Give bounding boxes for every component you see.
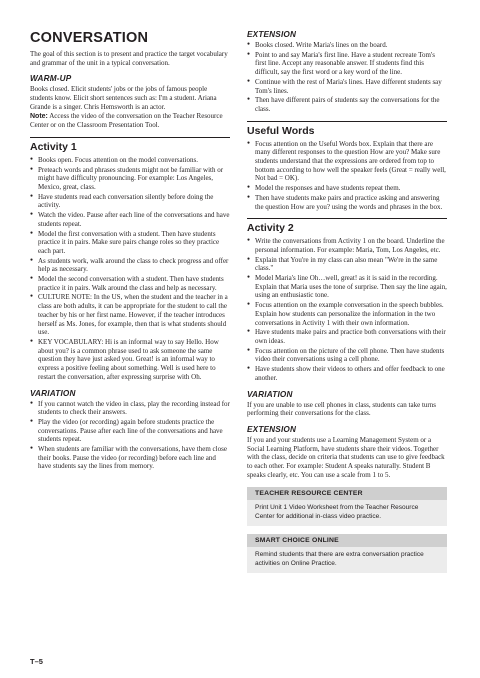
useful-words-heading: Useful Words [247,121,447,137]
list-item: ● Play the video (or recording) again before students practice the conversations. Pause after each line of the conversations and have students repeat. [30,418,230,444]
list-item: ● Have students make pairs and practice both conversations with their own ideas. [247,328,447,345]
list-item: ● Books closed. Write Maria's lines on the board. [247,41,447,50]
activity1-list [30,156,230,382]
useful-words-list [247,140,447,212]
smart-choice-text: Remind students that there are extra conversation practice activities on Online Practice. [255,551,424,567]
list-item: ● Model the first conversation with a student. Then have students practice it in pairs. Make sure pairs change roles so they practice each part. [30,230,230,256]
extension1-list [247,41,447,114]
list-item: ● Preteach words and phrases students might not be familiar with or might have difficulty pronouncing. For example: Los Angeles, Mexico, great, class. [30,166,230,192]
right-column [247,30,447,573]
list-item: ● Point to and say Maria's first line. Have a student recreate Tom's first line. Accept any reasonable answer. If students find this difficult, say the first word or a key word of the line. [247,51,447,77]
list-item: ● CULTURE NOTE: In the US, when the student and the teacher in a class are both adults, it can be appropriate for the student to call the teacher by his or her first name. However, if the teacher introduces herself as Ms. Jones, for example, then that is what students should use. [30,293,230,337]
extension1-heading: EXTENSION [247,30,297,39]
warmup-heading: WARM-UP [30,74,72,84]
warmup-note [30,112,230,130]
list-item: ● Focus attention on the Useful Words box. Explain that there are many different responses to the question How are you? Make sure students understand that the expressions are ordered from top to bottom according to how well the speaker feels (Great = really well, Not bad = OK). [247,140,447,184]
list-item: ● As students work, walk around the class to check progress and offer help as necessary. [30,257,230,274]
variation1-list [30,400,230,472]
variation2-heading: VARIATION [247,389,293,399]
list-item: ● KEY VOCABULARY: Hi is an informal way to say Hello. How about you? is a common phrase used to ask someone the same question they have just asked you. Great! is an informal way to express a positive feeling about something. Well is used here to restart the conversation, after expressing surprise with Oh. [30,338,230,382]
list-item: ● Then have different pairs of students say the conversations for the class. [247,96,447,113]
variation1-heading: VARIATION [30,388,76,398]
note-label: Note: [30,112,48,120]
list-item: ● Model the second conversation with a student. Then have students practice it in pairs. Walk around the class and help as necessary. [30,275,230,292]
list-item: ● Books open. Focus attention on the model conversations. [30,156,230,165]
teacher-resource-heading: TEACHER RESOURCE CENTER [247,487,447,500]
warmup-text: Books closed. Elicit students' jobs or the jobs of famous people students know. Elicit short sentences such as: I'm a student. Ariana Grande is a singer. Chris Hemsworth is an actor. [30,85,217,111]
extension2-heading: EXTENSION [247,424,297,434]
list-item: ● Have students show their videos to others and offer feedback to one another. [247,365,447,382]
left-column [30,30,230,472]
list-item: ● Watch the video. Pause after each line of the conversations and have students repeat. [30,211,230,228]
list-item: ● Write the conversations from Activity 1 on the board. Underline the personal information. For example: Maria, Tom, Los Angeles, etc. [247,237,447,254]
list-item: ● Focus attention on the example conversation in the speech bubbles. Explain how students can personalize the information in the two conversations in Activity 1 with their own information. [247,301,447,327]
teacher-resource-box [247,487,447,526]
list-item: ● Have students read each conversation silently before doing the activity. [30,193,230,210]
teacher-resource-text: Print Unit 1 Video Worksheet from the Teacher Resource Center for additional in-class video practice. [255,504,419,520]
variation2-text: If you are unable to use cell phones in class, students can take turns performing their conversations for the class. [247,400,436,418]
activity1-heading: Activity 1 [30,137,230,153]
note-text: Access the video of the conversation on the Teacher Resource Center or on the Classroom Presentation Tool. [30,111,223,130]
extension2-text: If you and your students use a Learning Management System or a Social Learning Platform, have students share their videos. Together with the class, decide on criteria that students can use to give feedback to each other. For example: Student A speaks naturally. Student B speaks clearly, etc. You can use a scale from 1 to 5. [247,435,445,479]
list-item: ● If you cannot watch the video in class, play the recording instead for students to check their answers. [30,400,230,417]
list-item: ● Explain that You're in my class can also mean "We're in the same class." [247,256,447,273]
activity2-list [247,237,447,382]
list-item: ● Then have students make pairs and practice asking and answering the question How are you? using the words and phrases in the box. [247,194,447,211]
page-number: T–5 [30,657,43,666]
smart-choice-heading: SMART CHOICE ONLINE [247,534,447,547]
list-item: ● Focus attention on the picture of the cell phone. Then have students video their conversations using a cell phone. [247,347,447,364]
page-title: CONVERSATION [30,30,149,46]
intro-paragraph: The goal of this section is to present and practice the target vocabulary and grammar of the unit in a typical conversation. [30,50,228,67]
activity2-heading: Activity 2 [247,218,447,234]
smart-choice-box [247,534,447,573]
list-item: ● Continue with the rest of Maria's lines. Have different students say Tom's lines. [247,78,447,95]
list-item: ● Model Maria's line Oh…well, great! as it is said in the recording. Explain that Maria uses the tone of surprise. Then say the line again, using an enthusiastic tone. [247,274,447,300]
list-item: ● When students are familiar with the conversations, have them close their books. Pause the video (or recording) before each line and have students say the lines from memory. [30,445,230,471]
list-item: ● Model the responses and have students repeat them. [247,184,447,193]
